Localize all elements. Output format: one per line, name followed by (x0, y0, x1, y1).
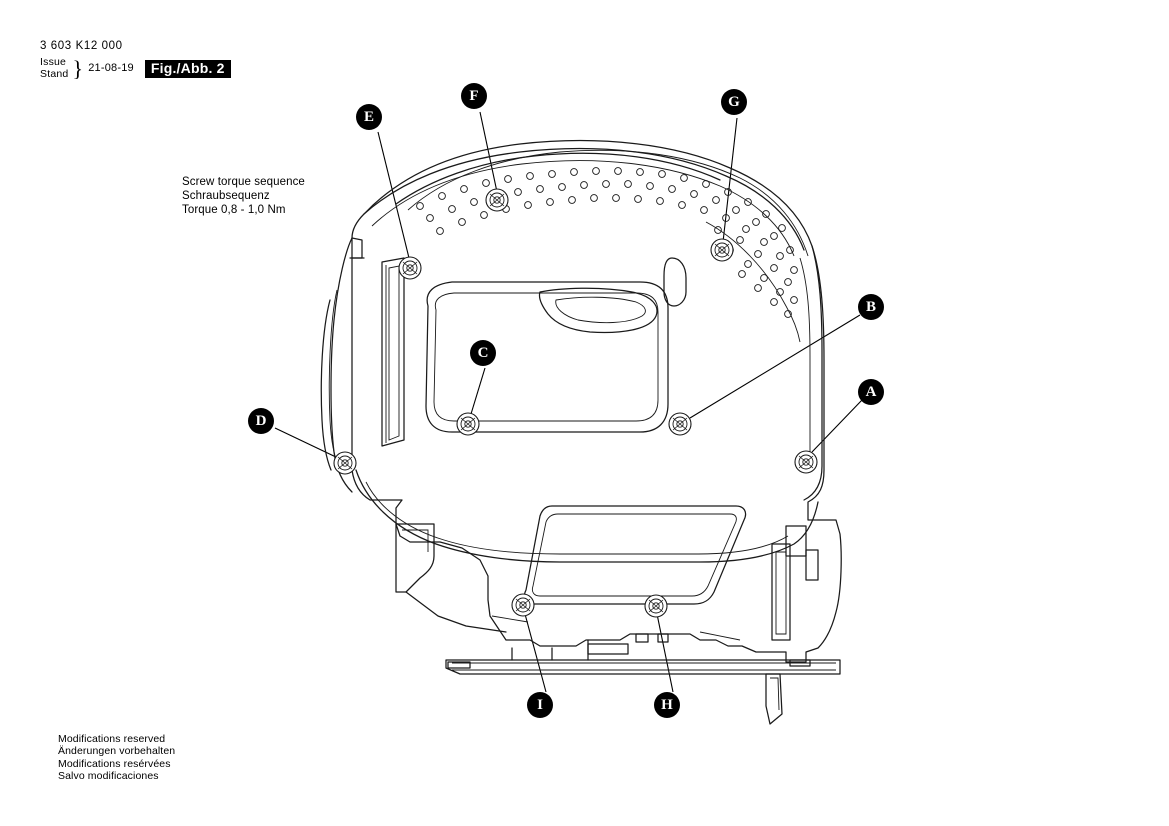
issue-date: 21-08-19 (88, 62, 134, 74)
screw-e (399, 257, 421, 279)
jigsaw-body-outline (321, 141, 841, 724)
ventilation-holes (408, 150, 808, 342)
figure-badge: Fig./Abb. 2 (145, 60, 231, 78)
issue-label-de: Stand (40, 67, 69, 80)
torque-value: Torque 0,8 - 1,0 Nm (182, 204, 286, 216)
issue-labels (40, 57, 68, 80)
callout-f: F (461, 83, 487, 109)
callout-g: G (721, 89, 747, 115)
footer-line-es: Salvo modificaciones (58, 770, 159, 783)
torque-note-en: Screw torque sequence (182, 176, 305, 188)
brace-glyph: } (72, 55, 84, 81)
screw-h (645, 595, 667, 617)
callout-i: I (527, 692, 553, 718)
screw-f (486, 189, 508, 211)
torque-note (182, 175, 305, 217)
callout-c: C (470, 340, 496, 366)
screw-c (457, 413, 479, 435)
screw-d (334, 452, 356, 474)
screw-a (795, 451, 817, 473)
screw-i (512, 594, 534, 616)
torque-note-de: Schraubsequenz (182, 190, 270, 202)
callout-d: D (248, 408, 274, 434)
callout-b: B (858, 294, 884, 320)
footer-note (58, 733, 175, 783)
issue-label-en: Issue (40, 56, 67, 68)
footer-line-en: Modifications reserved (58, 733, 166, 745)
screw-g (711, 239, 733, 261)
part-number: 3 603 K12 000 (40, 40, 123, 52)
callout-e: E (356, 104, 382, 130)
callout-h: H (654, 692, 680, 718)
header-block (40, 40, 231, 80)
footer-line-fr: Modifications resérvées (58, 757, 171, 770)
screw-b (669, 413, 691, 435)
callout-a: A (858, 379, 884, 405)
issue-row (40, 57, 231, 80)
footer-line-de: Änderungen vorbehalten (58, 745, 176, 758)
screw-group (334, 189, 817, 617)
